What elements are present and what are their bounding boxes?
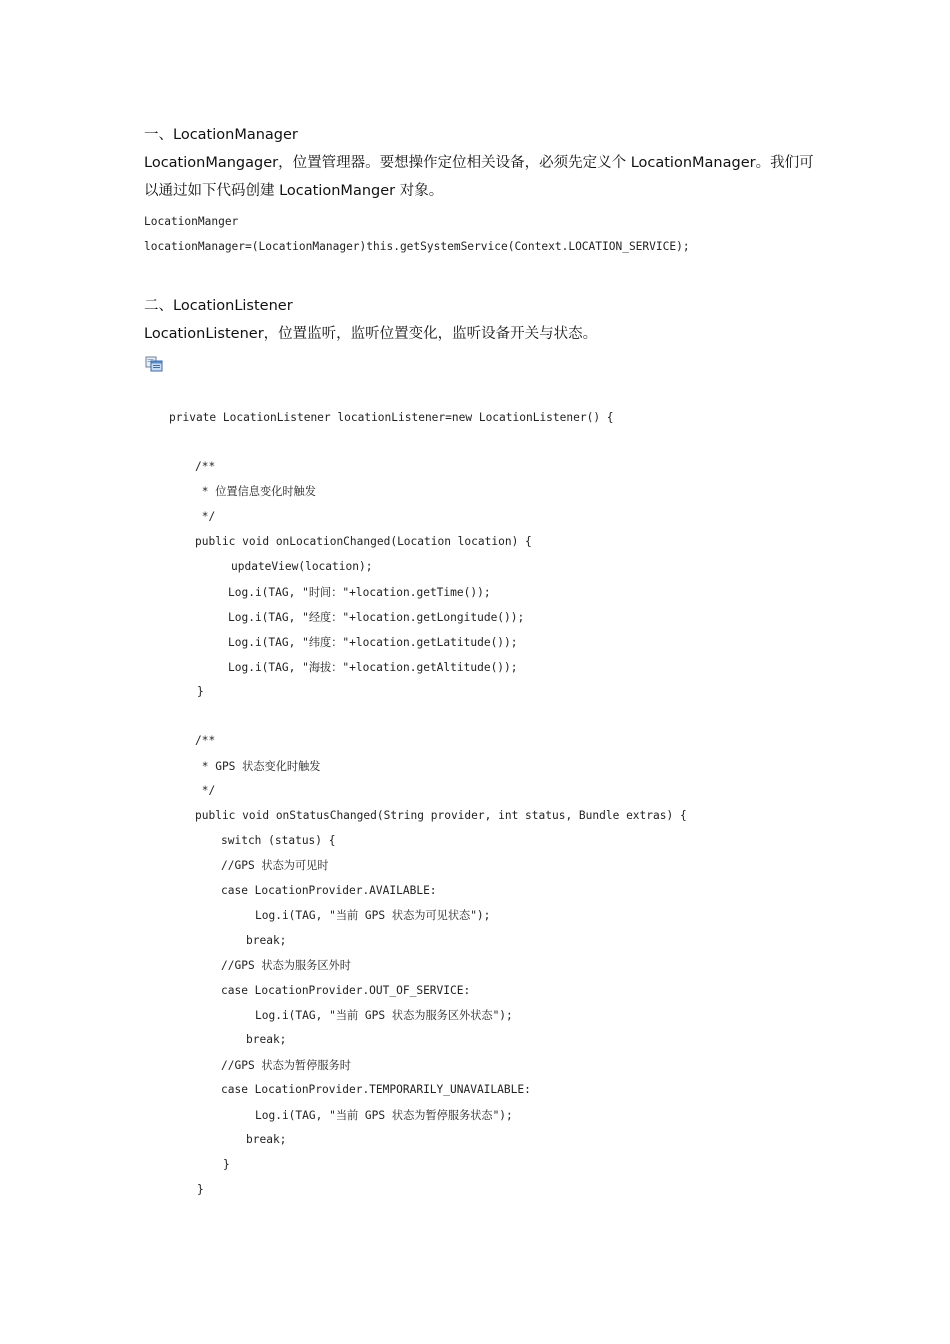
- code-line: Log.i(TAG, "当前 GPS 状态为可见状态");: [255, 909, 491, 922]
- code-line: case LocationProvider.TEMPORARILY_UNAVAILABLE:: [221, 1083, 531, 1096]
- code-line: break;: [246, 934, 287, 947]
- code-line: Log.i(TAG, "经度："+location.getLongitude());: [228, 611, 525, 624]
- code-line: Log.i(TAG, "海拔："+location.getAltitude());: [228, 661, 518, 674]
- code-line: }: [223, 1158, 230, 1171]
- section-heading-location-listener: 二、LocationListener: [144, 298, 293, 314]
- code-comment: * GPS 状态变化时触发: [195, 760, 321, 773]
- code-line: case LocationProvider.AVAILABLE:: [221, 884, 437, 897]
- code-line: break;: [246, 1033, 287, 1046]
- code-line: public void onStatusChanged(String provider, int status, Bundle extras) {: [195, 809, 687, 822]
- code-comment: * 位置信息变化时触发: [195, 485, 316, 498]
- code-comment: /**: [195, 734, 216, 747]
- code-line: Log.i(TAG, "当前 GPS 状态为服务区外状态");: [255, 1009, 513, 1022]
- code-line: }: [197, 1183, 204, 1196]
- paragraph-line: 以通过如下代码创建 LocationManger 对象。: [144, 183, 444, 199]
- code-line: break;: [246, 1133, 287, 1146]
- code-comment: */: [195, 510, 216, 523]
- paragraph-line: LocationListener，位置监听，监听位置变化，监听设备开关与状态。: [144, 326, 598, 342]
- code-comment: //GPS 状态为服务区外时: [221, 959, 351, 972]
- code-comment: //GPS 状态为可见时: [221, 859, 329, 872]
- copy-code-icon[interactable]: [145, 356, 163, 372]
- code-line: public void onLocationChanged(Location location) {: [195, 535, 532, 548]
- code-line: updateView(location);: [231, 560, 373, 573]
- code-line: LocationManger: [144, 215, 239, 228]
- paragraph-line: LocationMangager，位置管理器。要想操作定位相关设备，必须先定义个 LocationManager。我们可: [144, 155, 814, 171]
- code-line: Log.i(TAG, "时间："+location.getTime());: [228, 586, 491, 599]
- code-comment: //GPS 状态为暂停服务时: [221, 1059, 351, 1072]
- code-comment: /**: [195, 460, 216, 473]
- section-heading-location-manager: 一、LocationManager: [144, 127, 298, 143]
- code-line: Log.i(TAG, "纬度："+location.getLatitude());: [228, 636, 518, 649]
- code-line: case LocationProvider.OUT_OF_SERVICE:: [221, 984, 471, 997]
- code-line: private LocationListener locationListener=new LocationListener() {: [169, 411, 614, 424]
- code-line: }: [197, 685, 204, 698]
- code-line: locationManager=(LocationManager)this.getSystemService(Context.LOCATION_SERVICE);: [144, 240, 690, 253]
- code-comment: */: [195, 784, 216, 797]
- code-line: Log.i(TAG, "当前 GPS 状态为暂停服务状态");: [255, 1109, 513, 1122]
- code-line: switch (status) {: [221, 834, 336, 847]
